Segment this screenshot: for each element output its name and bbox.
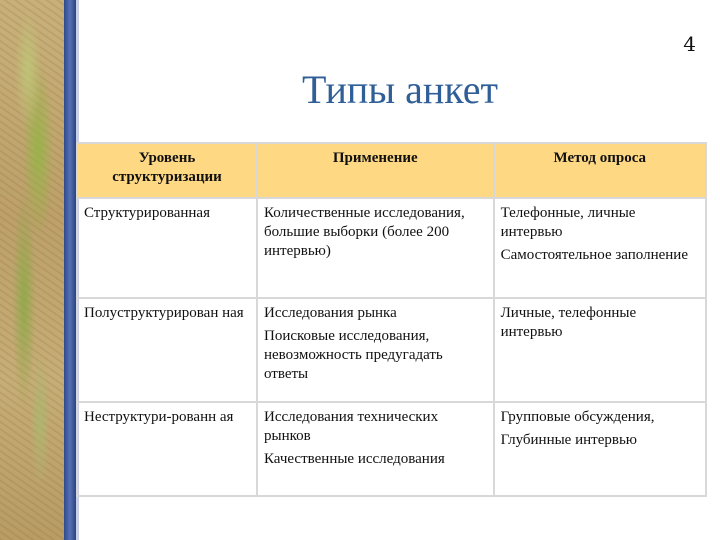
application-item: Поисковые исследования, невозможность предугадать ответы [263, 328, 443, 382]
cell-structure-level: Неструктури-рованн ая [77, 402, 257, 496]
decorative-side-strip [0, 0, 64, 540]
method-item: Самостоятельное заполнение [500, 247, 688, 263]
cell-structure-level: Структурированная [77, 198, 257, 298]
cell-survey-method [494, 298, 706, 402]
application-item: Исследования рынка [263, 305, 397, 321]
cell-structure-level: Полуструктурирован ная [77, 298, 257, 402]
header-structure-level: Уровень структуризации [77, 143, 257, 198]
table-row [77, 198, 706, 298]
cell-application [257, 402, 494, 496]
cell-survey-method [494, 198, 706, 298]
method-item: Телефонные, личные интервью [500, 205, 636, 240]
application-item: Качественные исследования [263, 451, 445, 467]
method-item: Личные, телефонные интервью [500, 305, 637, 340]
application-item: Количественные исследования, большие выборки (более 200 интервью) [263, 205, 465, 259]
decorative-blue-bar [64, 0, 76, 540]
cell-application [257, 298, 494, 402]
header-application: Применение [257, 143, 494, 198]
cell-application [257, 198, 494, 298]
cell-survey-method [494, 402, 706, 496]
header-survey-method: Метод опроса [494, 143, 706, 198]
questionnaire-types-table [76, 142, 707, 497]
page-title: Типы анкет [302, 67, 498, 112]
method-item: Глубинные интервью [500, 432, 637, 448]
table-row [77, 298, 706, 402]
application-item: Исследования технических рынков [263, 409, 439, 444]
method-item: Групповые обсуждения, [500, 409, 655, 425]
table-row [77, 402, 706, 496]
page-number: 4 [683, 32, 696, 56]
table-header-row [77, 143, 706, 198]
